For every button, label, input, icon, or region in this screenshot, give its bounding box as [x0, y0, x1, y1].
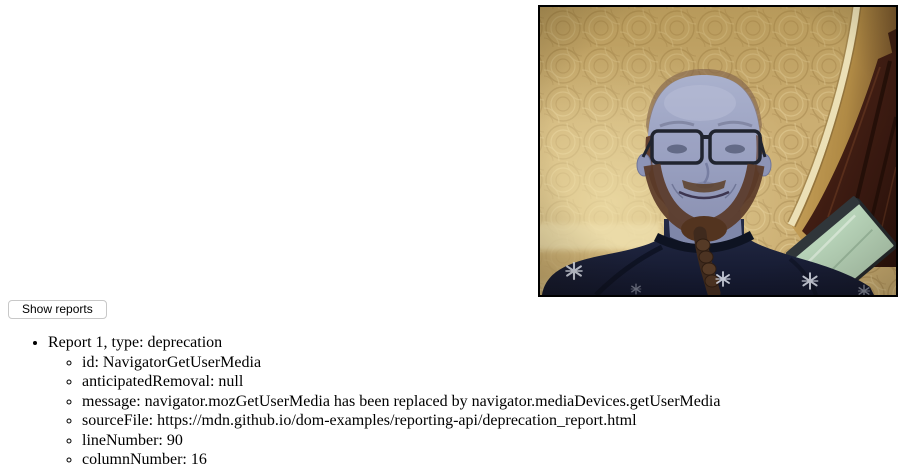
report-detail-line-number: ◦ lineNumber: 90 [82, 431, 902, 451]
report-title: Report 1, type: deprecation [48, 334, 223, 351]
show-reports-button[interactable]: Show reports [8, 300, 107, 319]
report-detail-message: ◦ message: navigator.mozGetUserMedia has been replaced by navigator.mediaDevices.getUserMedia [82, 392, 902, 412]
report-detail-anticipated-removal: ◦ anticipatedRemoval: null [82, 372, 902, 392]
report-detail-id: ◦ id: NavigatorGetUserMedia [82, 353, 902, 373]
video-vignette [540, 7, 896, 295]
webcam-video [538, 5, 898, 297]
report-details [48, 353, 902, 470]
report-list [8, 333, 902, 470]
report-detail-column-number: ◦ columnNumber: 16 [82, 450, 902, 470]
report-detail-source-file: ◦ sourceFile: https://mdn.github.io/dom-examples/reporting-api/deprecation_report.html [82, 411, 902, 431]
webcam-video-frame [540, 7, 896, 295]
report-item [48, 333, 902, 470]
